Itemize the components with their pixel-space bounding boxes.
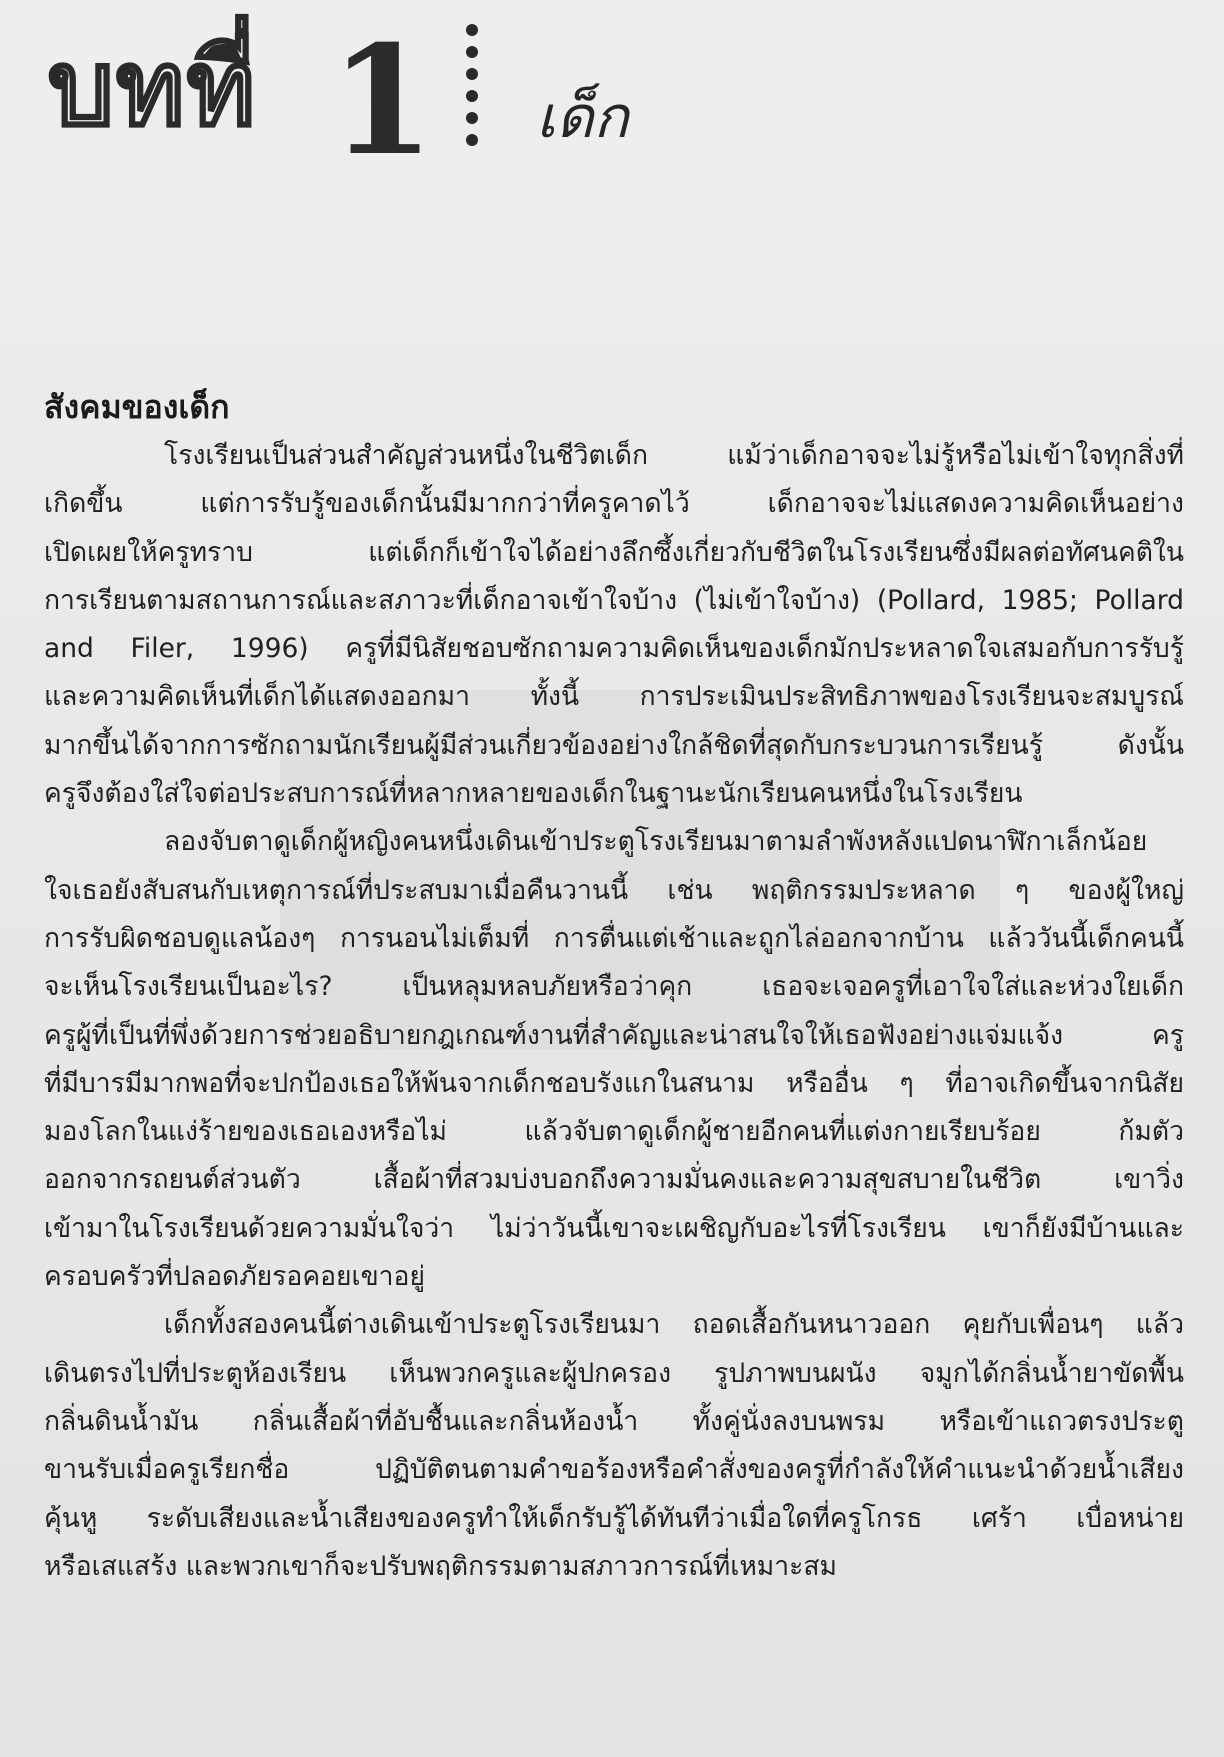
text-line: and Filer, 1996) ครูที่มีนิสัยชอบซักถามความคิดเห็นของเด็กมักประหลาดใจเสมอกับการรับรู้ (44, 633, 1184, 665)
text-line: เดินตรงไปที่ประตูห้องเรียน เห็นพวกครูและผู้ปกครอง รูปภาพบนผนัง จมูกได้กลิ่นน้ำยาขัดพื้น (44, 1357, 1184, 1389)
paragraph-1 (44, 432, 1184, 818)
text-line: ใจเธอยังสับสนกับเหตุการณ์ที่ประสบมาเมื่อคืนวานนี้ เช่น พฤติกรรมประหลาด ๆ ของผู้ใหญ่ (44, 874, 1184, 906)
text-line: เข้ามาในโรงเรียนด้วยความมั่นใจว่า ไม่ว่าวันนี้เขาจะเผชิญกับอะไรที่โรงเรียน เขาก็ยังมีบ้านและ (44, 1212, 1184, 1244)
text-line: ออกจากรถยนต์ส่วนตัว เสื้อผ้าที่สวมบ่งบอกถึงความมั่นคงและความสุขสบายในชีวิต เขาวิ่ง (44, 1164, 1184, 1196)
text-line: มองโลกในแง่ร้ายของเธอเองหรือไม่ แล้วจับตาดูเด็กผู้ชายอีกคนที่แต่งกายเรียบร้อย ก้มตัว (44, 1116, 1184, 1148)
text-line: ครูจึงต้องใส่ใจต่อประสบการณ์ที่หลากหลายของเด็กในฐานะนักเรียนคนหนึ่งในโรงเรียน (44, 778, 1023, 810)
text-line: การเรียนตามสถานการณ์และสภาวะที่เด็กอาจเข้าใจบ้าง (ไม่เข้าใจบ้าง) (Pollard, 1985; Pollard (44, 584, 1184, 616)
paragraph-2 (44, 818, 1184, 1301)
text-line: เปิดเผยให้ครูทราบ แต่เด็กก็เข้าใจได้อย่างลึกซึ้งเกี่ยวกับชีวิตในโรงเรียนซึ่งมีผลต่อทัศนคติใน (44, 536, 1184, 568)
text-line: เด็กทั้งสองคนนี้ต่างเดินเข้าประตูโรงเรียนมา ถอดเสื้อกันหนาวออก คุยกับเพื่อนๆ แล้ว (164, 1309, 1184, 1341)
text-line: จะเห็นโรงเรียนเป็นอะไร? เป็นหลุมหลบภัยหรือว่าคุก เธอจะเจอครูที่เอาใจใส่และห่วงใยเด็ก (44, 971, 1184, 1003)
text-line: โรงเรียนเป็นส่วนสำคัญส่วนหนึ่งในชีวิตเด็ก แม้ว่าเด็กอาจจะไม่รู้หรือไม่เข้าใจทุกสิ่งที่ (164, 440, 1184, 471)
text-line: คุ้นหู ระดับเสียงและน้ำเสียงของครูทำให้เด็กรับรู้ได้ทันทีว่าเมื่อใดที่ครูโกรธ เศร้า เบื่อหน่าย (44, 1502, 1184, 1534)
text-line: และความคิดเห็นที่เด็กได้แสดงออกมา ทั้งนี้ การประเมินประสิทธิภาพของโรงเรียนจะสมบูรณ์ (44, 681, 1184, 713)
paragraph-3 (44, 1301, 1184, 1591)
section-heading: สังคมของเด็ก (44, 388, 230, 426)
text-line: มากขึ้นได้จากการซักถามนักเรียนผู้มีส่วนเกี่ยวข้องอย่างใกล้ชิดที่สุดกับกระบวนการเรียนรู้ ดังนั้น (44, 729, 1184, 761)
text-line: เกิดขึ้น แต่การรับรู้ของเด็กนั้นมีมากกว่าที่ครูคาดไว้ เด็กอาจจะไม่แสดงความคิดเห็นอย่าง (44, 488, 1184, 520)
chapter-header (48, 13, 1148, 189)
text-line: ครอบครัวที่ปลอดภัยรอคอยเขาอยู่ (44, 1261, 426, 1293)
text-line: ที่มีบารมีมากพอที่จะปกป้องเธอให้พ้นจากเด็กชอบรังแกในสนาม หรืออื่น ๆ ที่อาจเกิดขึ้นจากนิสัย (44, 1067, 1184, 1099)
text-line: ลองจับตาดูเด็กผู้หญิงคนหนึ่งเดินเข้าประตูโรงเรียนมาตามลำพังหลังแปดนาฬิกาเล็กน้อย (164, 826, 1148, 858)
chapter-label: บทที่ (48, 27, 258, 149)
text-line: การรับผิดชอบดูแลน้องๆ การนอนไม่เต็มที่ การตื่นแต่เช้าและถูกไล่ออกจากบ้าน แล้ววันนี้เด็กคนนี้ (44, 922, 1184, 954)
text-line: หรือเสแสร้ง และพวกเขาก็จะปรับพฤติกรรมตามสภาวการณ์ที่เหมาะสม (44, 1550, 838, 1582)
text-line: กลิ่นดินน้ำมัน กลิ่นเสื้อผ้าที่อับชื้นและกลิ่นห้องน้ำ ทั้งคู่นั่งลงบนพรม หรือเข้าแถวตรงประตู (44, 1405, 1184, 1437)
text-line: ขานรับเมื่อครูเรียกชื่อ ปฏิบัติตนตามคำขอร้องหรือคำสั่งของครูที่กำลังให้คำแนะนำด้วยน้ำเสียง (44, 1454, 1184, 1486)
text-line: ครูผู้ที่เป็นที่พึ่งด้วยการช่วยอธิบายกฎเกณฑ์งานที่สำคัญและน่าสนใจให้เธอฟังอย่างแจ่มแจ้ง ครู (44, 1019, 1184, 1051)
chapter-number: 1 (330, 13, 435, 189)
body-text (44, 432, 1184, 1591)
dotted-divider (466, 24, 480, 174)
chapter-title: เด็ก (536, 83, 629, 151)
